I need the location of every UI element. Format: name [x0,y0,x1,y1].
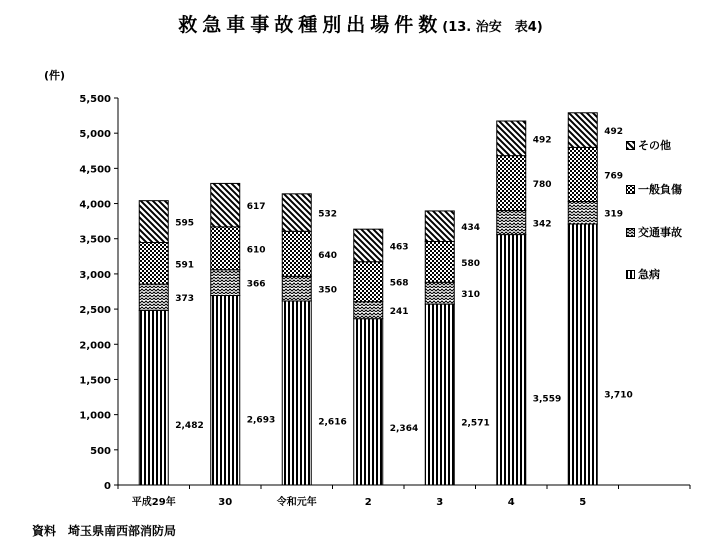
data-label: 532 [318,209,338,220]
y-tick-label: 1,500 [79,375,111,387]
data-label: 580 [461,258,481,269]
bar-segment [568,113,597,148]
data-label: 2,571 [461,418,490,429]
y-tick-label: 2,500 [79,305,111,317]
chart-subtitle: (13. 治安 表4) [442,20,543,35]
legend-label: 交通事故 [638,226,682,239]
data-label: 492 [532,135,552,146]
y-tick-label: 5,000 [79,129,111,141]
legend-item [626,137,671,153]
data-label: 769 [604,171,624,182]
y-tick-label: 1,000 [79,410,111,422]
data-label: 350 [318,285,338,296]
bar-segment [139,201,168,243]
bar-segment [425,211,454,242]
y-tick-label: 5,500 [79,94,111,105]
bar-segment [568,202,597,224]
source-note: 資料 埼玉県南西部消防局 [32,524,177,538]
bar-segment [568,147,597,201]
bar-segment [139,284,168,310]
x-tick-label: 3 [436,497,444,508]
x-axis-labels [132,495,586,508]
bar-segment [211,270,240,296]
bar-segment [139,310,168,485]
bar-segment [354,302,383,319]
data-label: 780 [532,180,552,191]
bar-segment [211,296,240,485]
data-label: 373 [175,294,195,305]
y-tick-label: 500 [90,445,111,457]
bar-segment [497,156,526,211]
y-tick-label: 0 [104,481,111,492]
legend-label: 一般負傷 [638,183,682,196]
data-label: 342 [532,219,552,230]
data-label: 434 [461,223,481,234]
data-label: 2,616 [318,417,347,428]
data-label: 2,693 [246,415,276,426]
data-label: 3,710 [604,390,633,401]
legend-swatch [626,141,635,150]
bar-segment [425,282,454,304]
data-label: 640 [318,250,338,261]
data-label: 241 [389,307,409,318]
bar-segment [425,304,454,485]
bar-segment [497,211,526,235]
data-label: 2,364 [389,423,419,434]
data-label: 2,482 [175,420,204,431]
x-tick-label: 平成29年 [131,497,176,508]
data-label: 595 [175,218,195,229]
bar-segment [354,319,383,485]
data-label: 610 [246,245,266,256]
data-label: 310 [461,290,481,301]
x-tick-label: 4 [507,497,515,508]
legend-swatch [626,228,635,237]
chart-title-text: 救急車事故種別出場件数 [178,14,443,36]
bar-segment [211,183,240,226]
bar-segment [282,194,311,231]
x-tick-label: 令和元年 [276,497,317,508]
x-tick-label: 2 [364,497,372,508]
bar-segment [354,262,383,302]
legend-label: 急病 [638,268,660,281]
bar-segment [497,235,526,485]
legend-label: その他 [638,139,671,152]
data-label: 366 [246,279,266,290]
axes [79,94,690,492]
data-label: 568 [389,278,409,289]
bar-segment [282,231,311,276]
y-tick-label: 3,000 [79,269,111,281]
x-tick-label: 5 [579,497,587,508]
value-labels [175,127,632,434]
y-tick-label: 3,500 [79,234,111,246]
legend-swatch [626,270,635,279]
bar-segment [282,276,311,301]
data-label: 3,559 [532,394,562,405]
bar-segment [139,243,168,285]
bar-segment [568,224,597,485]
bars [139,113,597,485]
legend-item [626,181,682,197]
bar-segment [497,121,526,156]
y-tick-label: 4,000 [79,199,111,211]
y-axis-unit: (件) [44,69,66,82]
bar-segment [354,229,383,262]
bar-segment [211,227,240,270]
bar-segment [425,241,454,282]
legend-item [626,224,682,240]
data-label: 492 [604,127,624,138]
data-label: 617 [246,202,266,213]
bar-segment [282,301,311,485]
legend-swatch [626,185,635,194]
data-label: 463 [389,242,409,253]
y-tick-label: 2,000 [79,340,111,352]
y-tick-label: 4,500 [79,164,111,176]
data-label: 319 [604,209,624,220]
x-tick-label: 30 [218,497,233,508]
data-label: 591 [175,260,195,271]
legend-item [626,266,660,282]
